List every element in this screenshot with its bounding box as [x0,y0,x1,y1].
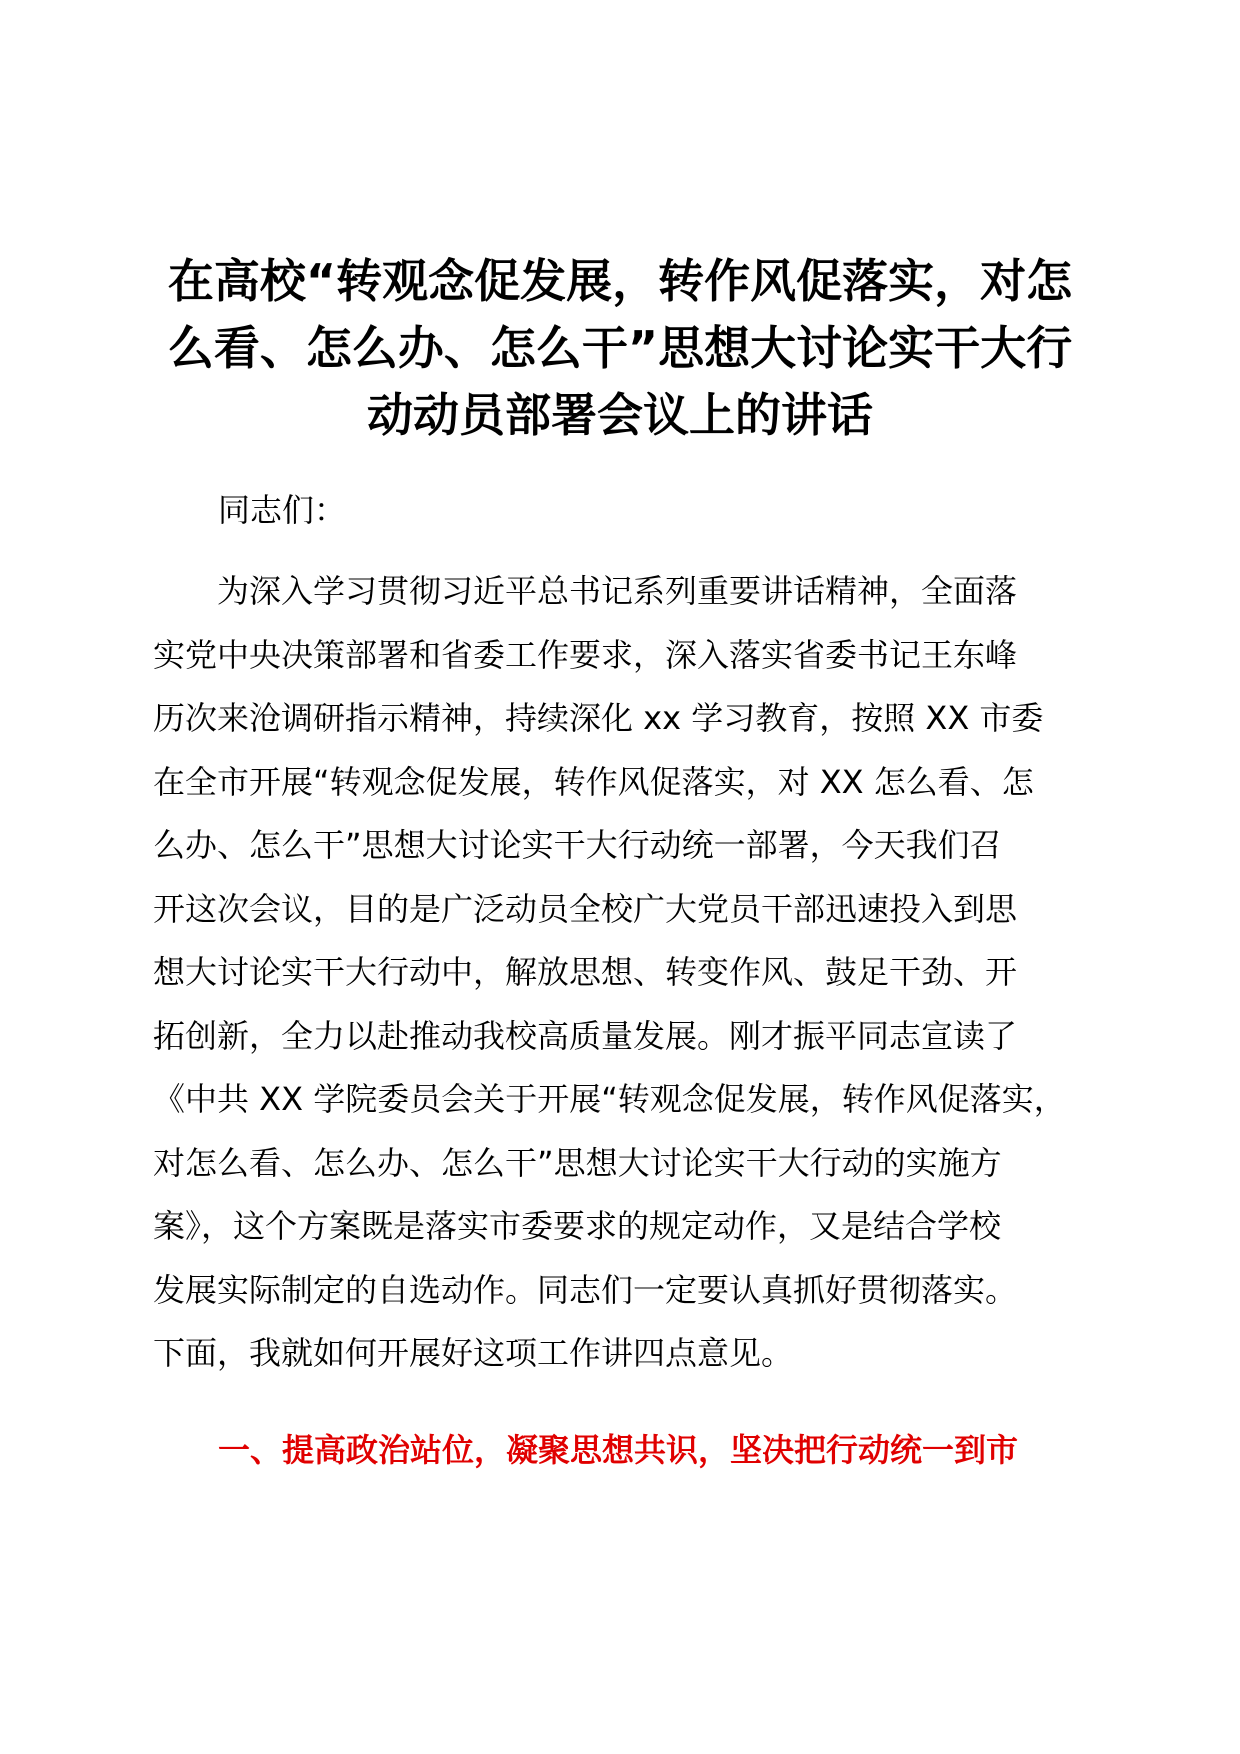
body-line: 《中共 XX 学院委员会关于开展“转观念促发展，转作风促落实， [153,1080,1066,1118]
body-line: 在全市开展“转观念促发展，转作风促落实，对 XX 怎么看、怎 [153,762,1034,801]
title-line: 么看、怎么办、怎么干”思想大讨论实干大行 [167,321,1073,375]
body-line: 案》，这个方案既是落实市委要求的规定动作，又是结合学校 [153,1207,1002,1245]
body-line: 想大讨论实干大行动中，解放思想、转变作风、鼓足干劲、开 [153,953,1018,991]
body-line: 么办、怎么干”思想大讨论实干大行动统一部署，今天我们召 [153,826,1002,864]
salutation: 同志们： [218,491,347,529]
body-line: 拓创新，全力以赴推动我校高质量发展。刚才振平同志宣读了 [153,1016,1018,1055]
body-line: 下面，我就如何开展好这项工作讲四点意见。 [153,1334,794,1372]
title-line: 动动员部署会议上的讲话 [367,388,873,442]
body-line: 开这次会议，目的是广泛动员全校广大党员干部迅速投入到思 [153,889,1018,928]
body-line: 发展实际制定的自选动作。同志们一定要认真抓好贯彻落实。 [153,1270,1018,1309]
body-line: 实党中央决策部署和省委工作要求，深入落实省委书记王东峰 [153,635,1018,674]
title-line: 在高校“转观念促发展，转作风促落实，对怎 [167,254,1073,308]
body-line: 对怎么看、怎么办、怎么干”思想大讨论实干大行动的实施方 [153,1143,1002,1182]
body-line: 为深入学习贯彻习近平总书记系列重要讲话精神，全面落 [153,572,1018,610]
body-line: 历次来沧调研指示精神，持续深化 xx 学习教育，按照 XX 市委 [153,699,1044,737]
section-heading: 一、提高政治站位，凝聚思想共识，坚决把行动统一到市 [218,1431,1019,1469]
document-title [150,248,1090,449]
body-paragraph [153,560,1113,1386]
